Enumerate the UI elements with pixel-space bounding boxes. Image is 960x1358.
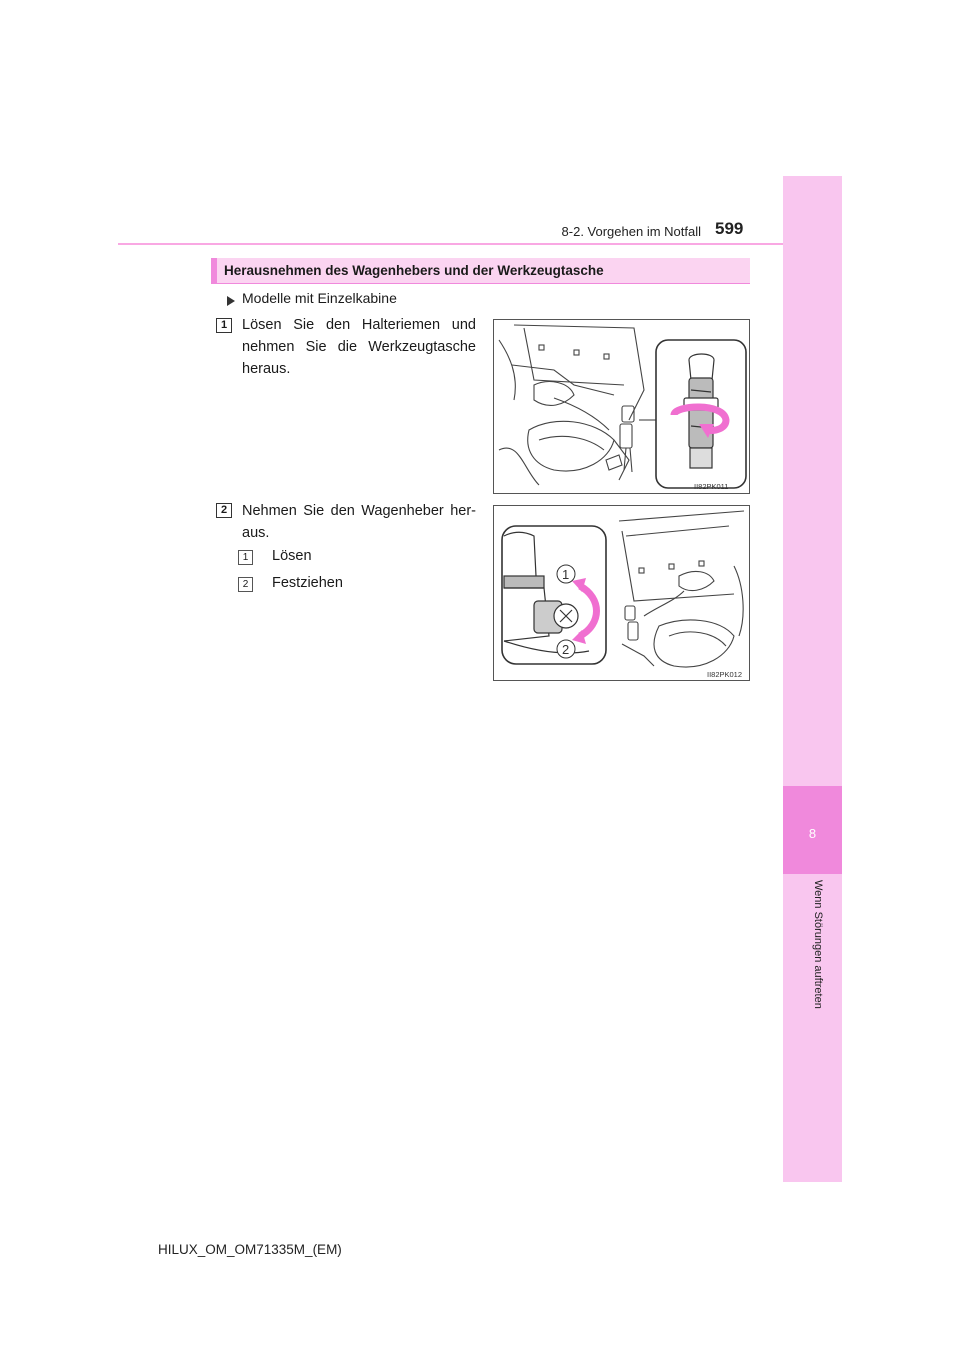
header-section-title: 8-2. Vorgehen im Notfall (561, 224, 701, 239)
section-heading-underline (211, 283, 750, 284)
sub-item-loosen: Lösen (272, 548, 312, 564)
document-id: HILUX_OM_OM71335M_(EM) (158, 1242, 342, 1257)
sub-item-tighten: Festziehen (272, 575, 343, 591)
svg-text:2: 2 (562, 642, 570, 657)
figure-2-code: II82PK012 (707, 670, 743, 679)
triangle-bullet-icon (225, 295, 237, 307)
figure-1-code: II82PK011 (694, 482, 729, 491)
step-number-2: 2 (216, 503, 232, 518)
header-divider (118, 243, 783, 245)
step-2-text: Nehmen Sie den Wagenheber her-aus. (242, 503, 476, 541)
jack-illustration (494, 506, 750, 681)
figure-tool-bag (493, 319, 750, 494)
section-heading: Herausnehmen des Wagenhebers und der Werkzeugtasche (224, 263, 604, 278)
svg-text:1: 1 (562, 567, 570, 582)
step-number-1: 1 (216, 318, 232, 333)
chapter-title: Wenn Störungen auftreten (812, 880, 824, 1009)
tool-bag-illustration (494, 320, 750, 494)
step-1-text: Lösen Sie den Halteriemen und nehmen Sie die Werkzeugtasche heraus. (242, 317, 476, 377)
figure-jack (493, 505, 750, 681)
chapter-number: 8 (808, 826, 817, 841)
sub-item-number-2: 2 (238, 577, 253, 592)
page-number: 599 (715, 219, 744, 238)
model-variant-label: Modelle mit Einzelkabine (242, 290, 397, 306)
sub-item-number-1: 1 (238, 550, 253, 565)
